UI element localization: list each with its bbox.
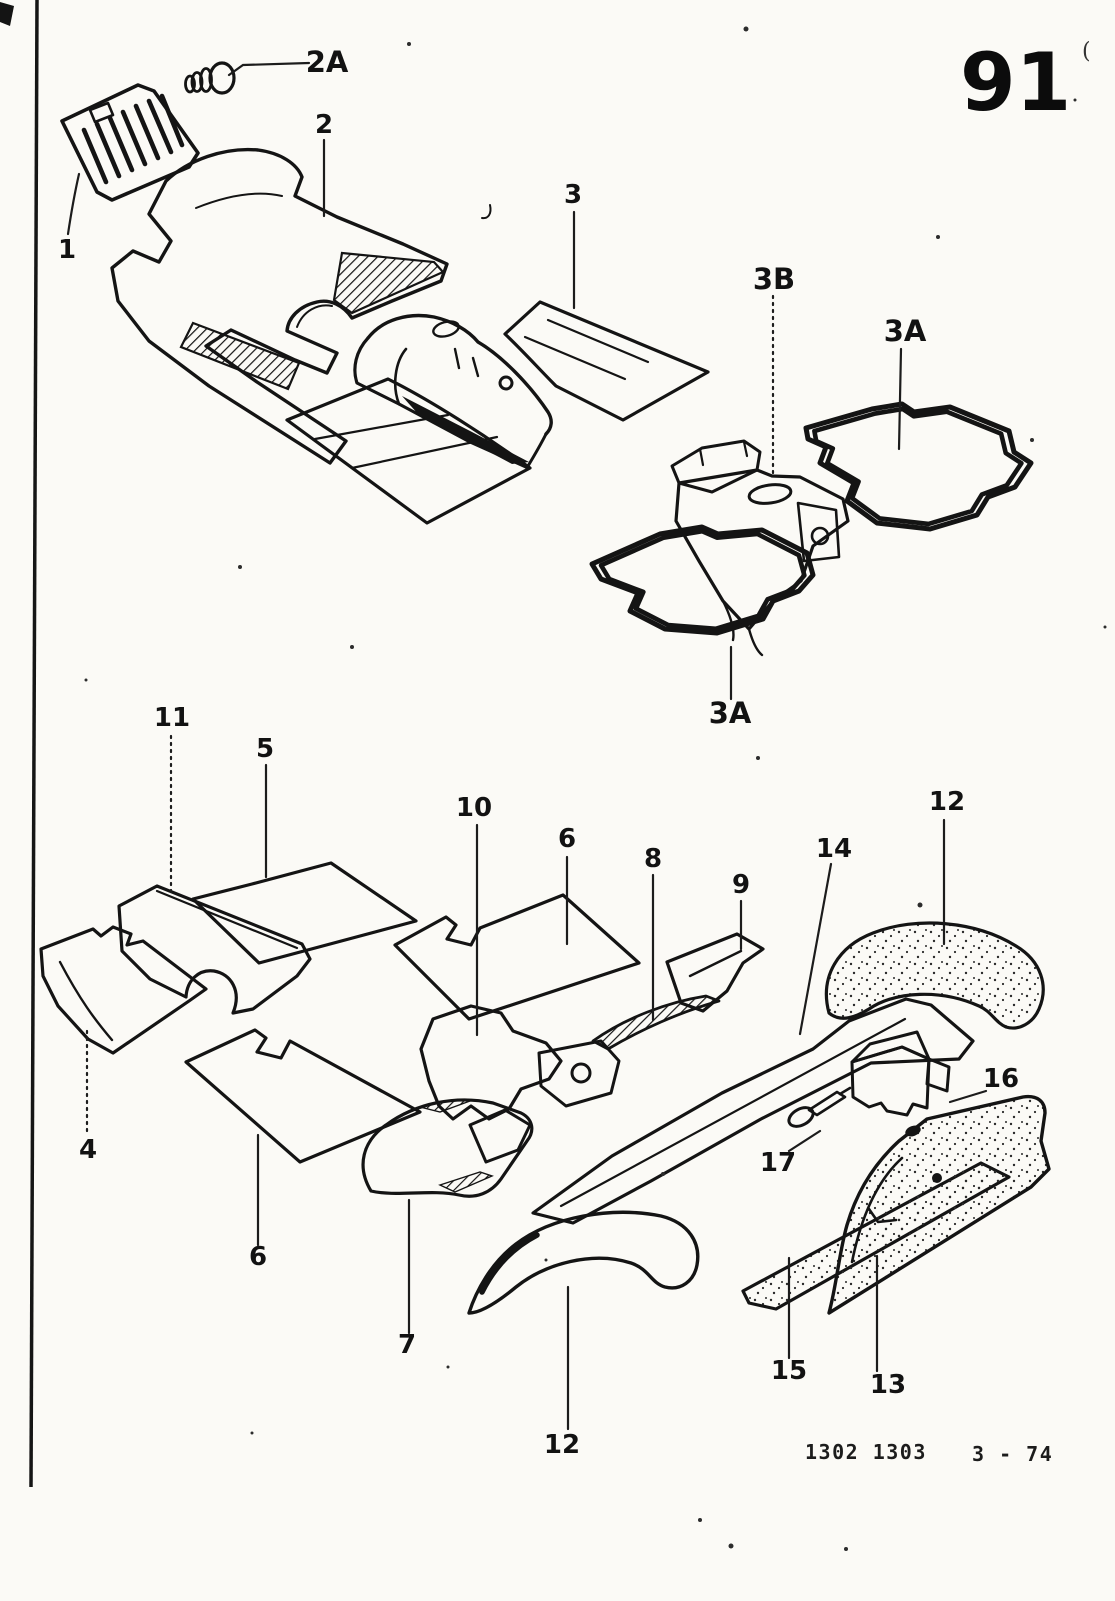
part-12-upper-arch-pad (826, 820, 1043, 1028)
callout-8: 8 (643, 844, 663, 874)
part-4-left-mat (41, 927, 206, 1131)
part-7-curved-pad (363, 1100, 532, 1333)
part-3a-bottom-mat (592, 527, 813, 699)
part-5-flat-mat (193, 765, 416, 963)
callout-2: 2 (314, 110, 334, 140)
part-3b-rear-well-piece (672, 296, 848, 655)
footer-model-codes: 1302 1303 (805, 1440, 927, 1464)
arch-pad-shape (826, 923, 1043, 1028)
corner-paren-mark: ( (1082, 39, 1091, 64)
callout-10: 10 (455, 793, 493, 823)
sill-strip-shape (593, 996, 719, 1049)
callout-12-lower: 12 (543, 1430, 581, 1460)
callout-13: 13 (869, 1370, 907, 1400)
callout-6-lower: 6 (248, 1242, 268, 1272)
callout-15: 15 (770, 1356, 808, 1386)
callout-6-upper: 6 (557, 824, 577, 854)
part-17-push-pin (786, 1088, 850, 1151)
part-6-upper-mat (395, 857, 639, 1019)
page-left-border (31, 0, 37, 1487)
part-8-sill-strip (593, 875, 719, 1049)
part-3a-right-mat (806, 349, 1031, 529)
callout-4: 4 (78, 1135, 98, 1165)
part-2-moulded-carpet (112, 140, 447, 463)
scan-corner-mark (0, 2, 14, 26)
callout-9: 9 (731, 870, 751, 900)
upper-diagram (62, 63, 1031, 699)
callout-17: 17 (759, 1148, 797, 1178)
callout-11: 11 (153, 703, 191, 733)
part-12-lower-arch-pad (469, 1212, 698, 1429)
part-9-corner-piece (667, 901, 763, 1011)
part-2a-plug (186, 63, 310, 93)
leader-1 (68, 174, 79, 234)
part-11-folded-panel (119, 736, 310, 1013)
callout-14: 14 (815, 834, 853, 864)
part-16-block (852, 1032, 986, 1115)
callout-3b: 3B (752, 262, 796, 296)
part-13-speckled-panel (829, 1097, 1049, 1371)
callout-3a-right: 3A (883, 314, 927, 348)
speckled-panel-shape (829, 1097, 1049, 1313)
callout-1: 1 (57, 235, 77, 265)
callout-12-upper: 12 (928, 787, 966, 817)
callout-2a: 2A (305, 45, 349, 79)
callout-5: 5 (255, 734, 275, 764)
part-1-ribbed-panel (62, 85, 198, 234)
leader-3a-right (899, 349, 901, 449)
part-6-lower-mat (186, 1030, 420, 1245)
callout-16: 16 (982, 1064, 1020, 1094)
section-number: 91 (960, 36, 1072, 129)
callout-7: 7 (397, 1330, 417, 1360)
footer-date-code: 3 - 74 (972, 1442, 1054, 1466)
panel-ribs (84, 96, 182, 182)
lower-diagram (41, 736, 1049, 1429)
callout-3: 3 (563, 180, 583, 210)
leader-16 (950, 1091, 986, 1102)
callout-3a-bottom: 3A (708, 696, 752, 730)
leader-2a (229, 63, 309, 75)
